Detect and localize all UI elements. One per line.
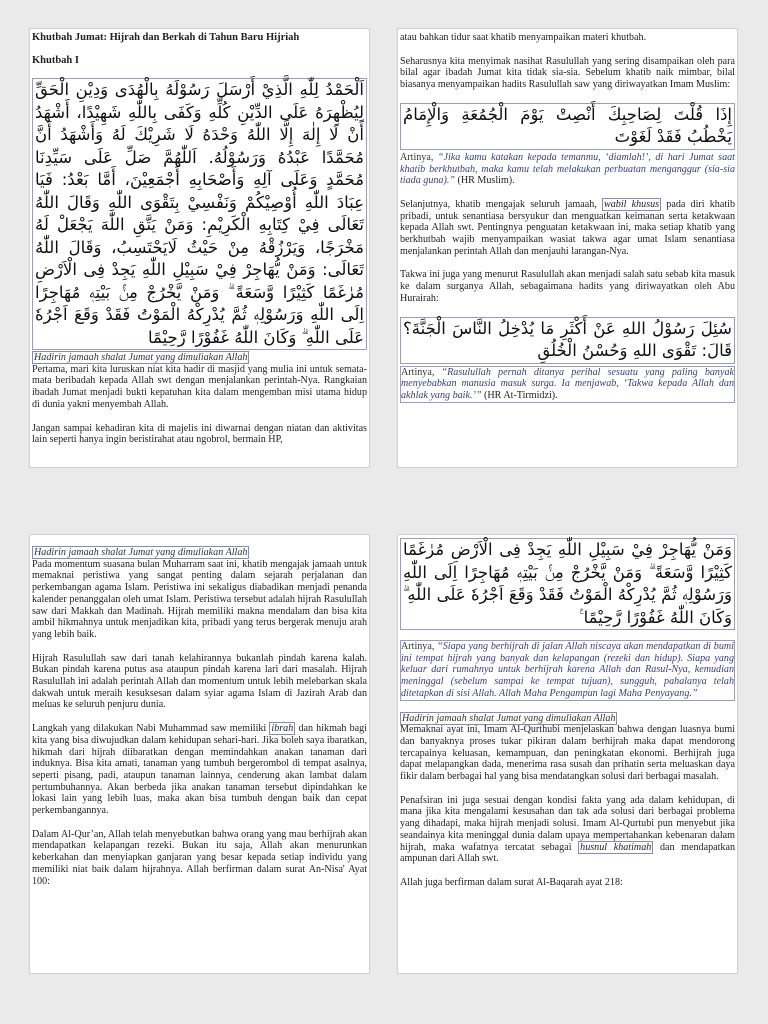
paragraph: Memaknai ayat ini, Imam Al-Qurthubi menjelaskan bahwa dengan luasnya bumi dan banyaknya proses tukar pikiran dalam berhijrah maka dapat mendorong tercapainya keluasan, kemampuan, dan peningkatan ekonomi. Berhijrah juga dapat melapangkan dada, menerima rasa susah dan prihatin serta meluaskan daya fikir dalam berbagai hal yang bisa mendatangkan solusi dari berbagai masalah. — [400, 724, 735, 783]
paragraph: atau bahkan tidur saat khatib menyampaikan materi khutbah. — [400, 32, 647, 43]
paragraph: Takwa ini juga yang menurut Rasulullah akan menjadi salah satu sebab kita masuk ke dalam surganya Allah, sebagaimana hadits yang diriwayatkan oleh Abu Hurairah: — [400, 269, 735, 304]
translation: Artinya, “Rasulullah pernah ditanya perihal sesuatu yang paling banyak menyebabkan manusia masuk surga. Ia menjawab, ‘Takwa kepada Allah dan akhlak yang baik.’” (HR At-Tirmidzi). — [401, 366, 734, 401]
section-subheading: Hadirin jamaah shalat Jumat yang dimuliakan Allah — [402, 712, 616, 724]
highlighted-term: ibrah — [271, 723, 294, 735]
paragraph: Penafsiran ini juga sesuai dengan kondisi fakta yang ada dalam kehidupan, di mana jika kita mengalami kesusahan dan tak ada solusi dari berbagai problema yang dihadapi, maka hijrah menjadi solusi. Imam Al-Qurtubi pun menyebut jika seandainya kita meninggal dunia dalam upaya mempertahankan kebenaran dalam hijrah, maka wafatnya tercatat sebagai husnul khatimah dan mendapatkan ampunan dari Allah swt. — [400, 794, 735, 865]
arabic-quran-verse: وَمَنْ يُّهَاجِرْ فِيْ سَبِيْلِ اللّٰهِ يَجِدْ فِى الْاَرْضِ مُرٰغَمًا كَثِيْرًا وَّسَعَةً ۗ وَمَنْ يَّخْرُجْ مِنْۢ بَيْتِهٖ مُهَاجِرًا اِلَى اللّٰهِ وَرَسُوْلِهٖ ثُمَّ يُدْرِكْهُ الْمَوْتُ فَقَدْ وَقَعَ اَجْرُهٗ عَلَى اللّٰهِ ۗ وَكَانَ اللّٰهُ غَفُوْرًا رَّحِيْمًا ࣖ — [400, 538, 735, 630]
document-page-2 — [397, 28, 738, 468]
translation: Artinya, “Siapa yang berhijrah di jalan Allah niscaya akan mendapatkan di bumi ini tempat hijrah yang banyak dan kelapangan (rezeki dan hidup). Siapa yang keluar dari rumahnya untuk berhijrah karena Allah dan Rasul-Nya, kemudian meninggal (sebelum sampai ke tempat tujuan), sungguh, pahalanya telah ditetapkan di sisi Allah. Allah Maha Pengampun lagi Maha Penyayang.” — [401, 641, 734, 699]
paragraph: Hijrah Rasulullah saw dari tanah kelahirannya bukanlah pindah karena kalah. Bukan pindah karena putus asa ataupun pindah karena lari dari masalah. Hijrah Rasulullah ini adalah perintah Allah dan momentum untuk lebih melebarkan skala dakwah untuk meraih kesuksesan dalam syiar agama Islam di Jazirah Arab dan meluas ke seluruh penjuru dunia. — [32, 652, 367, 711]
paragraph: Pertama, mari kita luruskan niat kita hadir di masjid yang mulia ini untuk semata-mata beribadah kepada Allah swt dengan menjalankan perintah-Nya. Rangkaian ibadah Jumat menjadi bukti kepatuhan kita dalam mengemban misi utama hidup di dunia yakni menyembah Allah. — [32, 363, 367, 410]
paragraph: Dalam Al-Qur’an, Allah telah menyebutkan bahwa orang yang mau berhijrah akan mendapatkan kelapangan rezeki. Bukan itu saja, Allah akan menurunkan keberkahan dan menyiapkan ganjaran yang besar kepada setiap individu yang memiliki niat baik dalam hijrahnya. Allah berfirman dalam surat An-Nisa' Ayat 100: — [32, 828, 367, 887]
document-page-3 — [29, 534, 370, 974]
paragraph: Selanjutnya, khatib mengajak seluruh jamaah, wabil khusus pada diri khatib pribadi, untuk senantiasa bersyukur dan menguatkan keimanan serta ketakwaan kepada Allah swt. Pentingnya penguatan ketakwaan ini, maka setiap khatib yang berkhutbah wajib menyampaikan wasiat takwa agar umat Islam senantiasa menjalankan perintah Allah dan menjauhi larangan-Nya. — [400, 198, 735, 257]
khutbah-title: Khutbah Jumat: Hijrah dan Berkah di Tahun Baru Hijriah — [32, 32, 300, 43]
document-page-4 — [397, 534, 738, 974]
arabic-hadith-text: إِذَا قُلْتَ لِصَاحِبِكَ أَنْصِتْ يَوْمَ الْجُمُعَةِ وَالْإِمَامُ يَخْطُبُ فَقَدْ لَغَوْتَ — [400, 103, 735, 150]
section-subheading: Hadirin jamaah shalat Jumat yang dimuliakan Allah — [34, 547, 248, 558]
paragraph: Seharusnya kita menyimak nasihat Rasulullah yang sering disampaikan oleh para bilal agar ibadah Jumat kita tidak sia-sia. Sebelum khatib naik mimbar, bilal biasanya menyampaikan hadits Rasulullah saw yang diriwayatkan Imam Muslim: — [400, 55, 735, 91]
arabic-opening-text: اَلْحَمْدُ لِلّٰهِ الَّذِيْ أَرْسَلَ رَسُوْلَهُ بِالْهُدَى وَدِيْنِ الْحَقِّ لِيُظْهِرَهُ عَلَى الدِّيْنِ كُلِّهِ وَكَفَى بِاللّٰهِ شَهِيْدًا، أَشْهَدُ أَنْ لَا إِلٰهَ إِلَّا اللّٰهُ وَحْدَهُ لَا شَرِيْكَ لَهُ وَأَشْهَدُ أَنَّ مُحَمَّدًا عَبْدُهُ وَرَسُوْلُهُ. اَللّٰهُمَّ صَلِّ عَلَى سَيِّدِنَا مُحَمَّدٍ وَعَلَى آلِهِ وَأَصْحَابِهِ أَجْمَعِيْنَ، أَمَّا بَعْدُ: فَيَا عِبَادَ اللّٰهِ أُوْصِيْكُمْ وَنَفْسِيْ بِتَقْوَى اللّٰهِ وَقَالَ اللّٰهُ تَعَالَى فِيْ كِتَابِهِ الْكَرِيْمِ: وَمَنْ يَتَّقِ اللّٰهَ يَجْعَلْ لَهُ مَخْرَجًا، وَيَرْزُقْهُ مِنْ حَيْثُ لَايَحْتَسِبُ، وَقَالَ اللّٰهُ تَعَالَى: وَمَنْ يُّهَاجِرْ فِيْ سَبِيْلِ اللّٰهِ يَجِدْ فِى الْاَرْضِ مُرٰغَمًا كَثِيْرًا وَّسَعَةً ۗ وَمَنْ يَّخْرُجْ مِنْۢ بَيْتِهٖ مُهَاجِرًا اِلَى اللّٰهِ وَرَسُوْلِهٖ ثُمَّ يُدْرِكْهُ الْمَوْتُ فَقَدْ وَقَعَ اَجْرُهٗ عَلَى اللّٰهِ ۗ وَكَانَ اللّٰهُ غَفُوْرًا رَّحِيْمًا — [32, 78, 367, 350]
paragraph: Pada momentum suasana bulan Muharram saat ini, khatib mengajak jamaah untuk memaknai peristiwa yang sangat penting dalam sejarah perjalanan dan perkembangan agama Islam. Peristiwa ini sekaligus diabadikan menjadi penanda kalender penanggalan oleh umat Islam. Peristiwa tersebut adalah hijrah Rasulullah saw dari Makkah dan Madinah. Hijrah memiliki makna mendalam dan bisa kita ambil hikmahnya untuk menjadikan kita, pribadi yang terus bergerak menuju arah yang lebih baik. — [32, 558, 367, 640]
section-heading: Khutbah I — [32, 55, 79, 66]
translation: Artinya, “Jika kamu katakan kepada temanmu, ‘diamlah!’, di hari Jumat saat khatib berkhutbah, maka kamu telah melakukan perbuatan menganggur (sia-sia tiada guna).” (HR Muslim). — [400, 151, 735, 187]
paragraph: Langkah yang dilakukan Nabi Muhammad saw memiliki ibrah dan hikmah bagi kita yang bisa diwujudkan dalam kehidupan sehari-hari. Jika boleh saya ibaratkan, hikmah dari hijrah diibaratkan dengan memindahkan anakan tanaman dari induknya. Bisa kita amati, tanaman yang tumbuh bergerombol di tempat asalnya, seperti pisang, padi, ataupun tanaman lainnya, cenderung akan lambat dalam pertumbuhannya. Akan berbeda jika anakan tanaman tersebut dipindahkan ke lokasi lain yang lebih luas, maka akan bisa tumbuh dengan baik dan cepat perkembangannya. — [32, 723, 367, 817]
document-page-1 — [29, 28, 370, 468]
arabic-hadith-text: سُئِلَ رَسُوْلُ اللهِ عَنْ أَكْثَرِ مَا يُدْخِلُ النَّاسَ الْجَنَّةَ؟ قَالَ: تَقْوَى اللهِ وَحُسْنُ الْخُلُقِ — [400, 317, 735, 364]
section-subheading: Hadirin jamaah shalat Jumat yang dimuliakan Allah — [34, 352, 248, 363]
highlighted-term: wabil khusus — [604, 198, 660, 210]
paragraph: Allah juga berfirman dalam surat Al-Baqarah ayat 218: — [400, 876, 623, 888]
highlighted-term: husnul khatimah — [580, 841, 652, 853]
paragraph: Jangan sampai kehadiran kita di majelis ini diwarnai dengan niatan dan aktivitas lain seperti hanya ingin beristirahat atau ngobrol, bermain HP, — [32, 422, 367, 446]
